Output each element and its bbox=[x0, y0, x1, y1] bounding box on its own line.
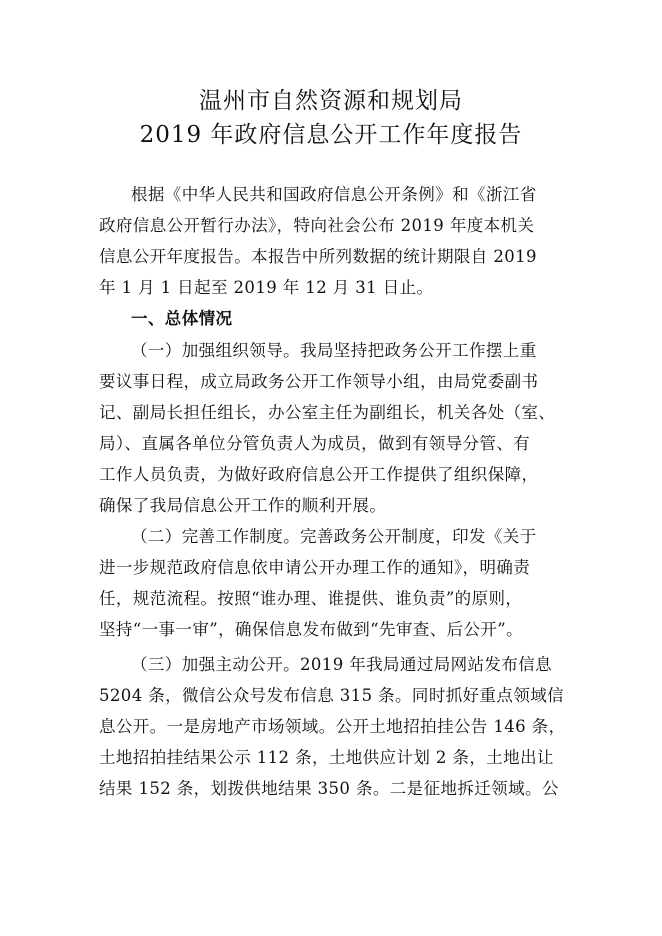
document-title-line-1: 温州市自然资源和规划局 bbox=[199, 88, 463, 114]
paragraph-line: 5204 条，微信公众号发布信息 315 条。同时抓好重点领域信 bbox=[99, 686, 565, 705]
paragraph-line: 任，规范流程。按照“谁办理、谁提供、谁负责”的原则， bbox=[99, 589, 523, 608]
paragraph-line: （一）加强组织领导。我局坚持把政务公开工作摆上重 bbox=[131, 341, 537, 360]
section-heading: 一、总体情况 bbox=[131, 309, 233, 328]
paragraph-line: 要议事日程，成立局政务公开工作领导小组，由局党委副书 bbox=[99, 372, 539, 391]
paragraph-line: 记、副局长担任组长，办公室主任为副组长，机关各处（室、 bbox=[99, 403, 556, 422]
paragraph-line: 进一步规范政府信息依申请公开办理工作的通知》，明确责 bbox=[99, 558, 531, 577]
paragraph-line: （二）完善工作制度。完善政务公开制度，印发《关于 bbox=[131, 527, 537, 546]
paragraph-line: 局）、直属各单位分管负责人为成员，做到有领导分管、有 bbox=[99, 434, 531, 453]
paragraph-line: 政府信息公开暂行办法》，特向社会公布 2019 年度本机关 bbox=[99, 216, 535, 235]
paragraph-line: 息公开。一是房地产市场领域。公开土地招拍挂公告 146 条， bbox=[99, 717, 566, 736]
paragraph-line: 结果 152 条，划拨供地结果 350 条。二是征地拆迁领域。公 bbox=[99, 779, 559, 798]
document-title-line-2: 2019 年政府信息公开工作年度报告 bbox=[139, 122, 523, 148]
paragraph-line: 土地招拍挂结果公示 112 条，土地供应计划 2 条，土地出让 bbox=[99, 748, 554, 767]
paragraph-line: 坚持“一事一审”，确保信息发布做到“先审查、后公开”。 bbox=[99, 620, 524, 639]
paragraph-line: （三）加强主动公开。2019 年我局通过局网站发布信息 bbox=[131, 655, 553, 674]
paragraph-line: 信息公开年度报告。本报告中所列数据的统计期限自 2019 bbox=[99, 247, 537, 266]
paragraph-line: 确保了我局信息公开工作的顺利开展。 bbox=[99, 496, 387, 515]
paragraph-line: 根据《中华人民共和国政府信息公开条例》和《浙江省 bbox=[131, 185, 537, 204]
paragraph-line: 年 1 月 1 日起至 2019 年 12 月 31 日止。 bbox=[99, 278, 434, 297]
paragraph-line: 工作人员负责，为做好政府信息公开工作提供了组织保障， bbox=[99, 465, 539, 484]
